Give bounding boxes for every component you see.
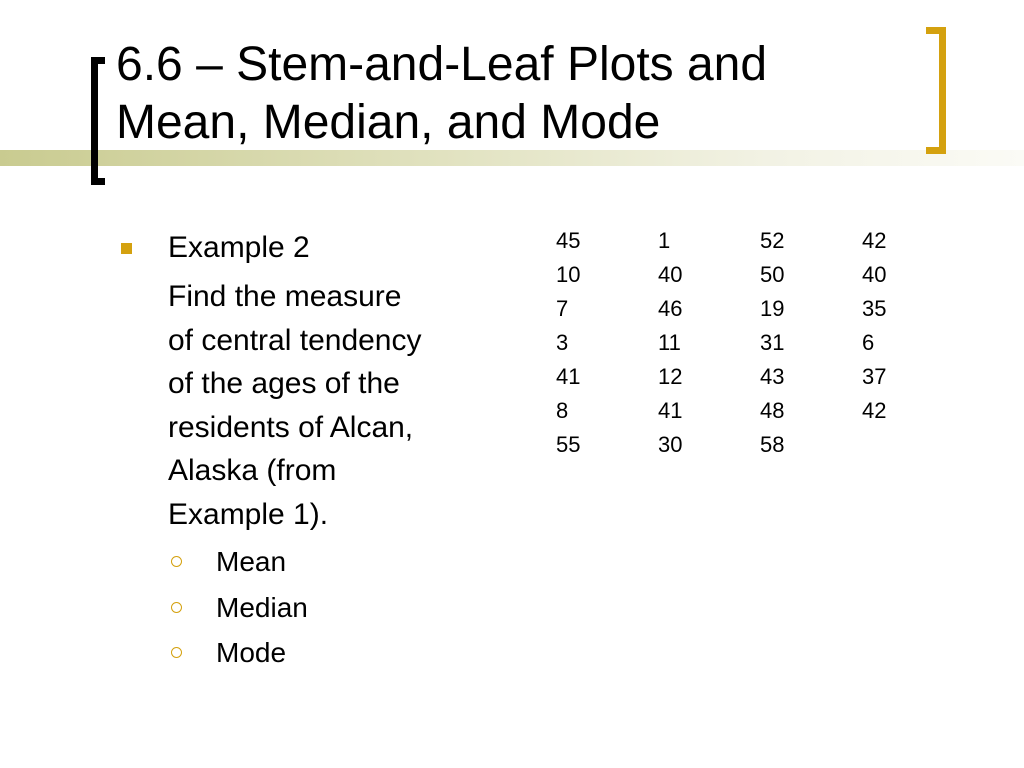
table-cell: 12: [658, 364, 683, 389]
table-row: [556, 326, 964, 360]
table-cell: 50: [760, 262, 785, 287]
table-cell: 40: [658, 262, 683, 287]
table-cell: 46: [658, 296, 683, 321]
description-line: Alaska (from: [168, 454, 337, 487]
sub-bullet-text: Median: [216, 591, 308, 623]
table-cell: 45: [556, 228, 581, 253]
sub-bullet-list: [118, 539, 518, 676]
ages-data-table: [556, 224, 964, 462]
table-cell: 41: [658, 398, 683, 423]
accent-bar: [0, 150, 1024, 166]
sub-bullet-item-mode: [168, 630, 518, 676]
table-row: [556, 394, 964, 428]
table-row: [556, 224, 964, 258]
description-line: of the ages of the: [168, 367, 400, 400]
description-line: of central tendency: [168, 323, 422, 357]
table-cell: 52: [760, 228, 785, 253]
sub-bullet-item-median: [168, 585, 518, 631]
slide-title-line-2: Mean, Median, and Mode: [116, 96, 661, 149]
table-cell: [862, 428, 964, 462]
slide-title-line-1: 6.6 – Stem-and-Leaf Plots and: [116, 38, 768, 91]
right-bracket-decoration: [926, 27, 946, 154]
sub-bullet-item-mean: [168, 539, 518, 585]
table-cell: 58: [760, 432, 785, 457]
content-area: [118, 226, 518, 676]
table-cell: 55: [556, 432, 581, 457]
description-line: Example 1).: [168, 497, 329, 531]
bullet-item: [118, 226, 518, 269]
table-cell: 1: [658, 228, 671, 253]
table-cell: 41: [556, 364, 581, 389]
bullet-text: Example 2: [168, 231, 310, 264]
description-line: residents of Alcan,: [168, 410, 414, 444]
left-bracket-decoration: [91, 57, 105, 185]
table-cell: 10: [556, 262, 581, 287]
table-cell: 11: [658, 330, 681, 355]
table-cell: 42: [862, 228, 887, 253]
table-cell: 31: [760, 330, 785, 355]
table-row: [556, 292, 964, 326]
table-cell: 6: [862, 330, 875, 355]
table-cell: 40: [862, 262, 887, 287]
description-line: Find the measure: [168, 280, 402, 313]
table-cell: 8: [556, 398, 569, 423]
sub-bullet-text: Mean: [216, 546, 287, 577]
circle-bullet-icon: [171, 556, 182, 567]
table-cell: 19: [760, 296, 785, 321]
circle-bullet-icon: [171, 602, 182, 613]
table-cell: 30: [658, 432, 683, 457]
table-row: [556, 360, 964, 394]
square-bullet-icon: [121, 243, 132, 254]
circle-bullet-icon: [171, 647, 182, 658]
description-paragraph: [118, 275, 518, 536]
table-cell: 3: [556, 330, 569, 355]
slide-title: [116, 36, 916, 152]
table-cell: 42: [862, 398, 887, 423]
sub-bullet-text: Mode: [216, 637, 287, 668]
table-cell: 37: [862, 364, 887, 389]
table-cell: 35: [862, 296, 887, 321]
table-cell: 43: [760, 364, 785, 389]
table-row: [556, 258, 964, 292]
table-cell: 48: [760, 398, 785, 423]
table-row: [556, 428, 964, 462]
table-cell: 7: [556, 296, 569, 321]
